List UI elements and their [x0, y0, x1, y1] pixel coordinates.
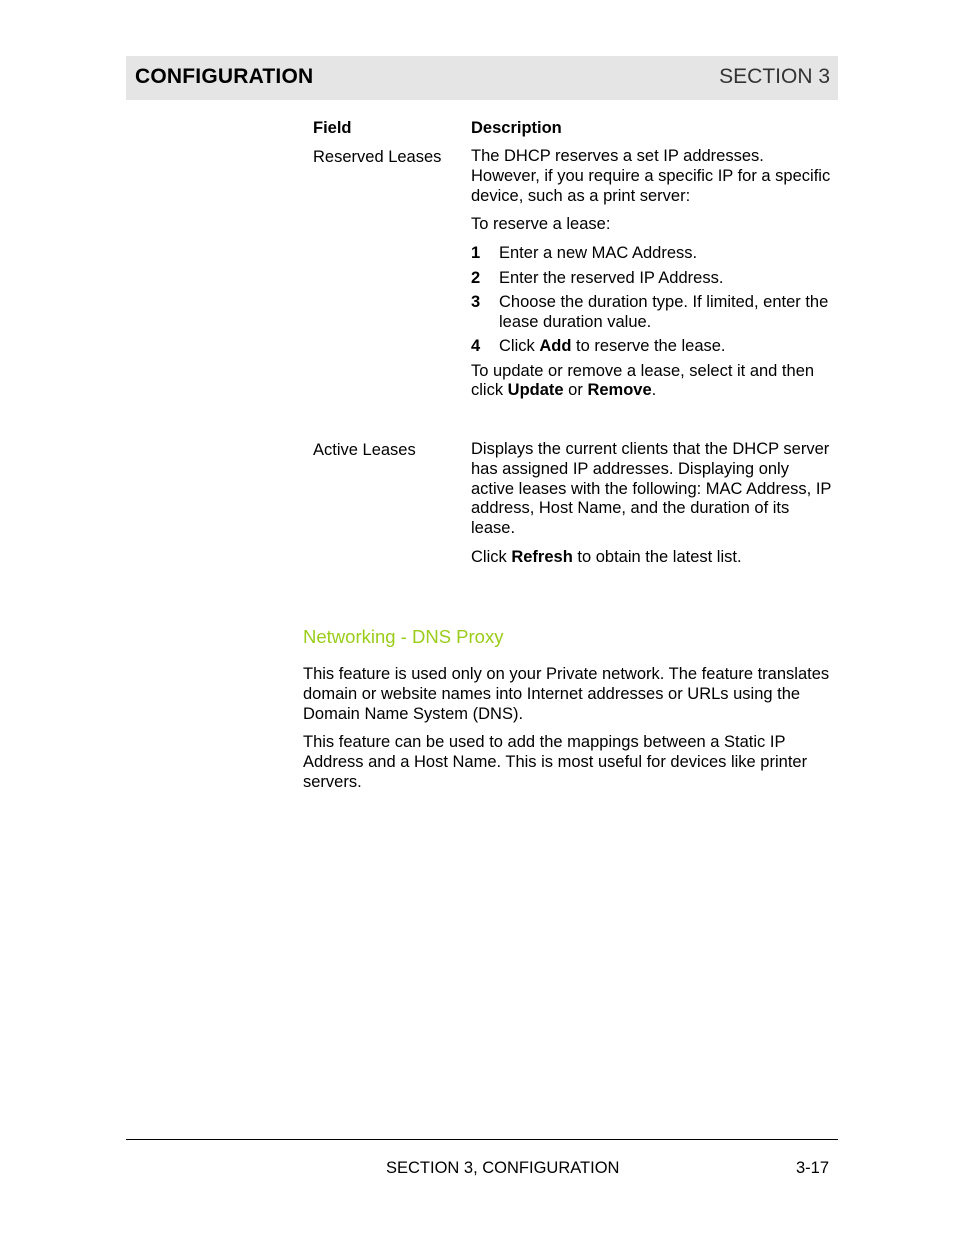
active-leases-description	[471, 440, 836, 577]
step-number: 1	[471, 244, 481, 263]
reserved-leases-description	[471, 147, 836, 410]
note-pre: To update or remove a lease, select it and then click	[471, 361, 815, 400]
step-text-post: to reserve the lease.	[571, 337, 726, 356]
step-text-pre: Click	[499, 337, 540, 356]
refresh-pre: Click	[471, 547, 512, 566]
step-text: Choose the duration type. If limited, enter the lease duration value.	[499, 293, 829, 331]
page-header	[126, 56, 838, 100]
section-body	[303, 665, 833, 802]
reserved-leases-field: Reserved Leases	[313, 148, 442, 166]
footer-section-label: SECTION 3, CONFIGURATION	[386, 1159, 620, 1177]
note-mid: or	[563, 381, 588, 400]
add-keyword: Add	[539, 337, 572, 356]
step-number: 3	[471, 293, 481, 312]
note-post: .	[651, 381, 657, 400]
header-section: SECTION 3	[719, 65, 830, 88]
update-remove-note	[471, 362, 836, 402]
column-header-field: Field	[313, 119, 352, 137]
section-heading: Networking - DNS Proxy	[303, 626, 504, 647]
refresh-post: to obtain the latest list.	[572, 547, 742, 566]
step-text: Enter a new MAC Address.	[499, 244, 698, 263]
column-header-description: Description	[471, 119, 562, 137]
list-item	[471, 269, 836, 289]
section-paragraph-1: This feature is used only on your Private network. The feature translates domain or website names into Internet addresses or URLs using the Domain Name System (DNS).	[303, 665, 830, 723]
active-leases-field: Active Leases	[313, 441, 416, 459]
step-text: Enter the reserved IP Address.	[499, 268, 724, 287]
header-title: CONFIGURATION	[135, 65, 314, 88]
list-item	[471, 337, 836, 357]
list-item	[471, 244, 836, 264]
section-paragraph-2: This feature can be used to add the mappings between a Static IP Address and a Host Name. This is most useful for devices like printer servers.	[303, 733, 808, 791]
step-number: 2	[471, 268, 481, 287]
reserve-lead: To reserve a lease:	[471, 215, 611, 234]
step-number: 4	[471, 337, 481, 356]
refresh-note	[471, 548, 836, 568]
step-text	[499, 337, 836, 357]
list-item	[471, 293, 836, 332]
page-number: 3-17	[796, 1159, 830, 1177]
reserve-steps	[471, 244, 836, 357]
reserved-intro: The DHCP reserves a set IP addresses. However, if you require a specific IP for a specific device, such as a print server:	[471, 147, 831, 205]
update-keyword: Update	[507, 381, 564, 400]
remove-keyword: Remove	[587, 381, 652, 400]
footer-divider	[126, 1139, 838, 1140]
active-intro: Displays the current clients that the DHCP server has assigned IP addresses. Displaying only active leases with the following: MAC Address, IP address, Host Name, and the duration of its lease.	[471, 440, 832, 538]
refresh-keyword: Refresh	[511, 547, 573, 566]
